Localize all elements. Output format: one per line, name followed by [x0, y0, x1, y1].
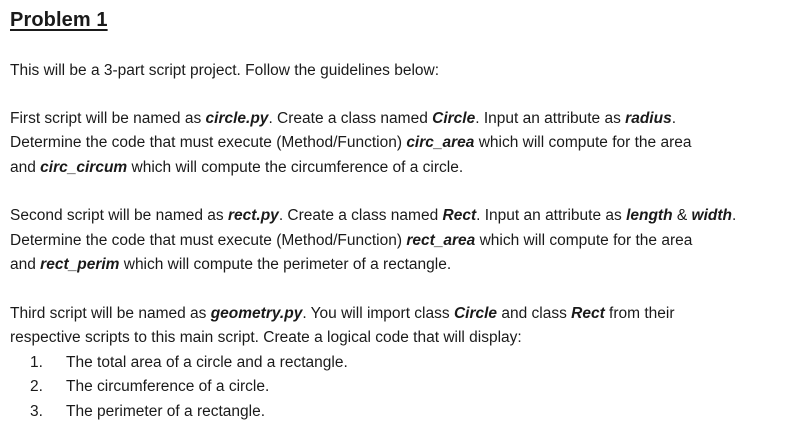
- text-fragment: Second script will be named as: [10, 207, 228, 224]
- script2-line1: [10, 204, 792, 229]
- text-fragment: Third script will be named as: [10, 304, 211, 322]
- script3-line2: respective scripts to this main script. Create a logical code that will display:: [10, 329, 522, 346]
- script2-method-area: rect_area: [406, 231, 476, 249]
- page-title: Problem 1: [10, 9, 108, 31]
- text-fragment: . Input an attribute as: [476, 207, 627, 224]
- text-fragment: .: [671, 109, 676, 127]
- list-number: 1.: [30, 353, 43, 371]
- text-fragment: which will compute the circumference of a circle.: [127, 158, 464, 176]
- script3-class-circle: Circle: [453, 304, 498, 322]
- script1-line1: [10, 107, 792, 132]
- text-fragment: Determine the code that must execute (Method/Function): [10, 134, 407, 151]
- script1-method-area: circ_area: [406, 134, 475, 151]
- list-number: 3.: [30, 402, 43, 420]
- text-fragment: . You will import class: [302, 304, 454, 322]
- list-text: The perimeter of a rectangle.: [66, 402, 266, 420]
- script1-method-circum: circ_circum: [40, 158, 128, 176]
- list-text: The circumference of a circle.: [66, 378, 270, 395]
- script2-attribute-length: length: [626, 207, 673, 224]
- task-list: [10, 351, 792, 425]
- script3-paragraph: [10, 302, 792, 351]
- script2-attribute-width: width: [691, 207, 732, 224]
- text-fragment: and: [10, 256, 41, 273]
- text-fragment: from their: [604, 304, 675, 322]
- list-number: 2.: [30, 378, 43, 395]
- script1-line3: [10, 156, 792, 181]
- script2-line2: [10, 229, 792, 254]
- list-item: [10, 375, 792, 400]
- script2-line3: [10, 253, 792, 278]
- script3-filename: geometry.py: [210, 304, 303, 322]
- script3-line1: [10, 302, 792, 327]
- list-item: [10, 351, 792, 376]
- text-fragment: . Input an attribute as: [475, 109, 626, 127]
- text-fragment: . Create a class named: [278, 207, 443, 224]
- script2-method-perim: rect_perim: [40, 256, 120, 273]
- script2-paragraph: [10, 204, 792, 278]
- script1-filename: circle.py: [205, 109, 269, 127]
- text-fragment: and: [10, 158, 41, 176]
- text-fragment: First script will be named as: [10, 109, 206, 127]
- script1-line2: [10, 131, 792, 156]
- text-fragment: which will compute for the area: [475, 231, 693, 249]
- text-fragment: which will compute for the area: [474, 134, 692, 151]
- text-fragment: which will compute the perimeter of a rectangle.: [119, 256, 452, 273]
- script2-filename: rect.py: [227, 207, 279, 224]
- text-fragment: .: [731, 207, 737, 224]
- list-text: The total area of a circle and a rectangle.: [66, 353, 348, 371]
- text-fragment: &: [672, 207, 692, 224]
- list-item: [10, 400, 792, 425]
- script2-class-name: Rect: [442, 207, 477, 224]
- text-fragment: and class: [497, 304, 572, 322]
- text-fragment: Determine the code that must execute (Method/Function): [10, 231, 407, 249]
- script1-attribute: radius: [625, 109, 672, 127]
- script3-class-rect: Rect: [571, 304, 605, 322]
- script1-paragraph: [10, 107, 792, 181]
- script1-class-name: Circle: [432, 109, 476, 127]
- intro-paragraph: This will be a 3-part script project. Follow the guidelines below:: [10, 62, 440, 79]
- text-fragment: . Create a class named: [268, 109, 433, 127]
